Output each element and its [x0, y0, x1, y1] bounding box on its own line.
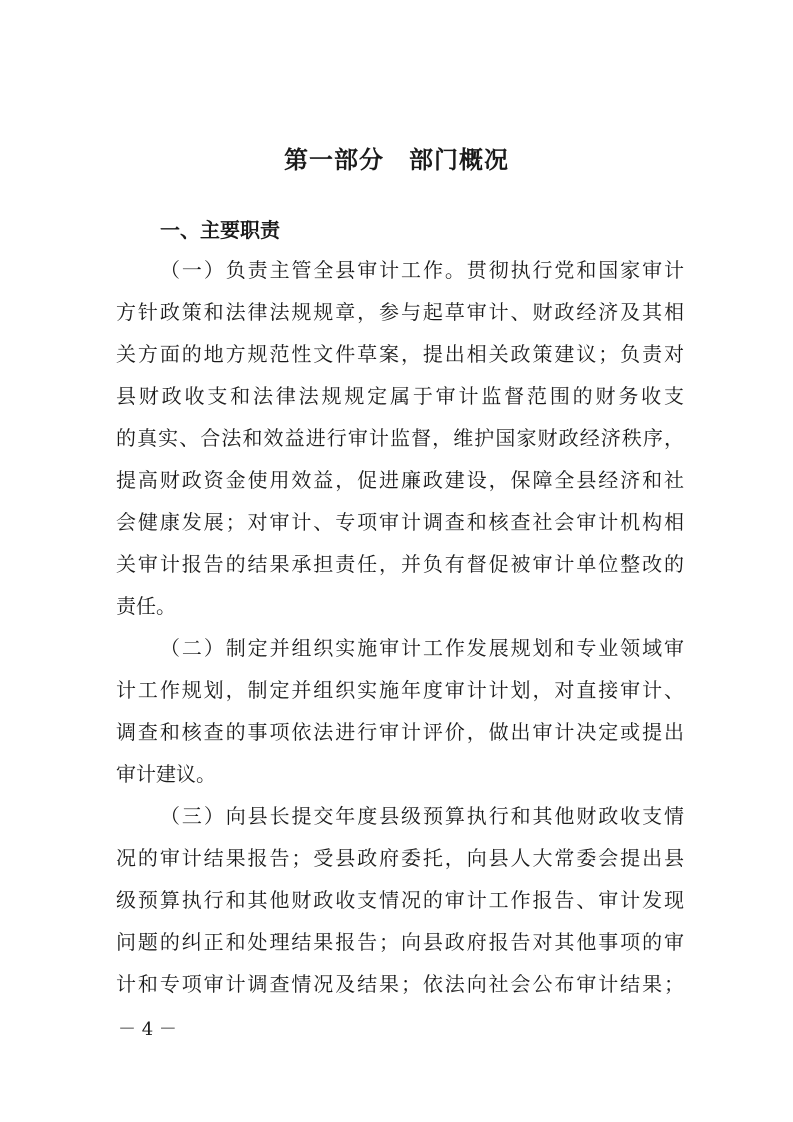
- paragraph-line: （三）向县长提交年度县级预算执行和其他财政收支情: [160, 804, 684, 828]
- paragraph-line: 计和专项审计调查情况及结果；依法向社会公布审计结果；: [116, 972, 684, 996]
- paragraph-line: 况的审计结果报告；受县政府委托，向县人大常委会提出县: [116, 846, 684, 870]
- paragraph-line: 计工作规划，制定并组织实施年度审计计划，对直接审计、: [116, 678, 684, 702]
- paragraph-1: [116, 249, 684, 627]
- section-heading: 一、主要职责: [160, 218, 280, 242]
- paragraph-3: [116, 795, 684, 1005]
- paragraph-line: 调查和核查的事项依法进行审计评价，做出审计决定或提出: [116, 720, 684, 744]
- paragraph-line: 关审计报告的结果承担责任，并负有督促被审计单位整改的: [116, 552, 684, 576]
- paragraph-line: 会健康发展；对审计、专项审计调查和核查社会审计机构相: [116, 510, 684, 534]
- paragraph-line: 的真实、合法和效益进行审计监督，维护国家财政经济秩序，: [116, 426, 684, 450]
- page-number: － 4 －: [118, 1019, 177, 1040]
- paragraph-2: [116, 627, 684, 795]
- paragraph-line: 审计建议。: [116, 762, 216, 786]
- paragraph-line: 级预算执行和其他财政收支情况的审计工作报告、审计发现: [116, 888, 684, 912]
- paragraph-line: （一）负责主管全县审计工作。贯彻执行党和国家审计: [160, 258, 684, 282]
- paragraph-line: 问题的纠正和处理结果报告；向县政府报告对其他事项的审: [116, 930, 684, 954]
- paragraph-line: 责任。: [116, 594, 176, 618]
- paragraph-line: 县财政收支和法律法规规定属于审计监督范围的财务收支: [116, 384, 684, 408]
- paragraph-line: 提高财政资金使用效益，促进廉政建设，保障全县经济和社: [116, 468, 684, 492]
- paragraph-line: 方针政策和法律法规规章，参与起草审计、财政经济及其相: [116, 300, 684, 324]
- paragraph-line: （二）制定并组织实施审计工作发展规划和专业领域审: [160, 636, 684, 660]
- paragraph-line: 关方面的地方规范性文件草案，提出相关政策建议；负责对: [116, 342, 684, 366]
- page-title: 第一部分 部门概况: [284, 146, 509, 174]
